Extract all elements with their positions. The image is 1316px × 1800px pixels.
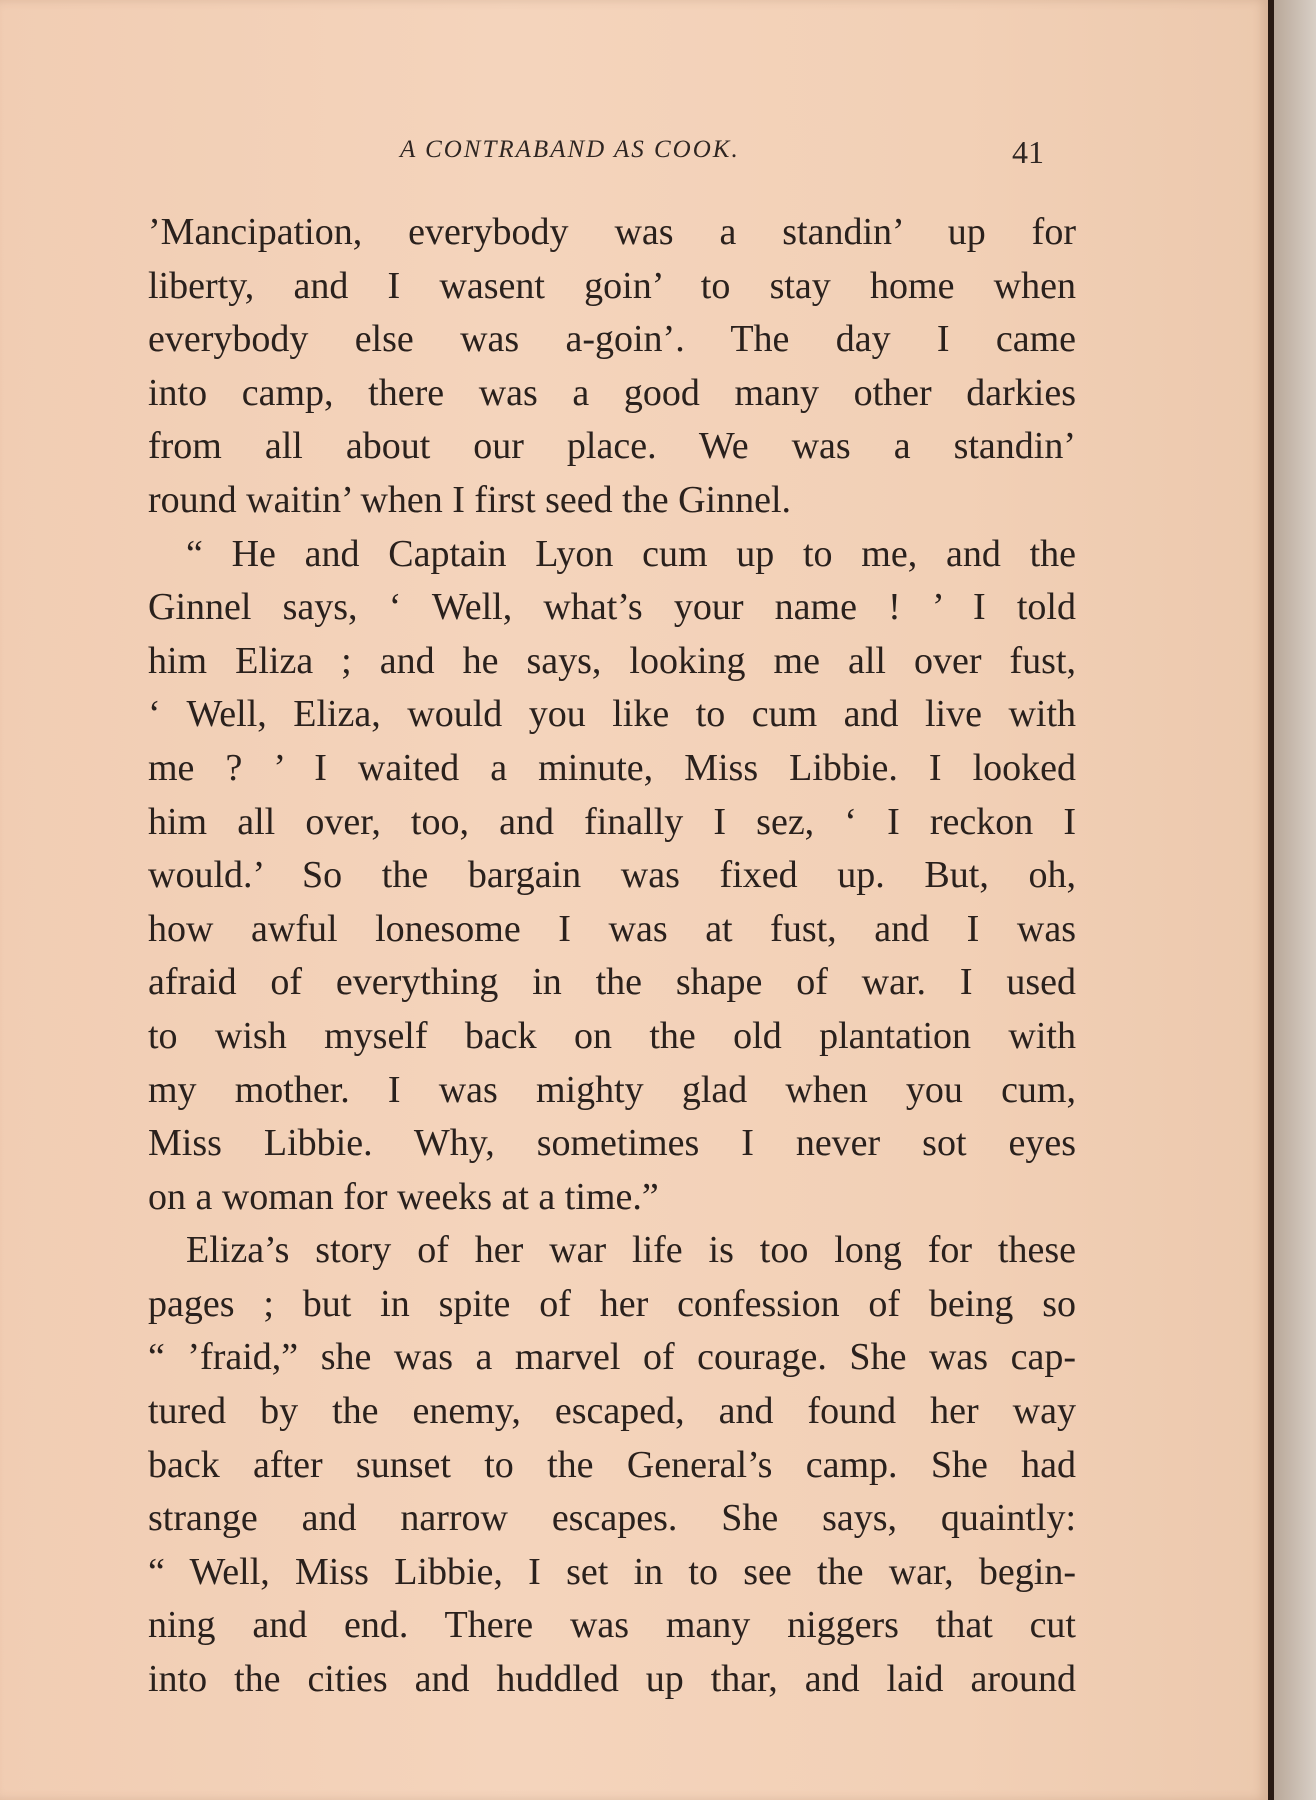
text-line: afraid of everything in the shape of war. I used — [148, 961, 1076, 1004]
page-number: 41 — [1012, 134, 1044, 170]
text-line: “ Well, Miss Libbie, I set in to see the war, begin- — [148, 1550, 1076, 1593]
text-line: Ginnel says, ‘ Well, what’s your name ! ’ I told — [148, 586, 1076, 629]
background-surface — [1274, 0, 1316, 1800]
text-line: my mother. I was mighty glad when you cum, — [148, 1068, 1076, 1111]
text-line: him Eliza ; and he says, looking me all over fust, — [148, 639, 1076, 682]
text-line: ’Mancipation, everybody was a standin’ up for — [148, 211, 1076, 253]
text-line: me ? ’ I waited a minute, Miss Libbie. I looked — [148, 746, 1076, 789]
text-line: tured by the enemy, escaped, and found her way — [148, 1390, 1076, 1433]
text-line: ning and end. There was many niggers that cut — [148, 1604, 1076, 1647]
text-line: “ ’fraid,” she was a marvel of courage. She was cap- — [148, 1336, 1076, 1379]
text-line: into the cities and huddled up thar, and laid around — [148, 1658, 1076, 1701]
text-line: from all about our place. We was a standin’ — [148, 425, 1076, 468]
text-line: would.’ So the bargain was fixed up. But, oh, — [148, 854, 1076, 897]
running-head: A CONTRABAND AS COOK. — [400, 136, 740, 163]
text-line: pages ; but in spite of her confession of being so — [148, 1282, 1076, 1325]
text-line: him all over, too, and finally I sez, ‘ I reckon I — [148, 800, 1076, 843]
text-line: how awful lonesome I was at fust, and I was — [148, 907, 1076, 950]
body-text — [148, 206, 1076, 1707]
text-line: “ He and Captain Lyon cum up to me, and the — [186, 532, 1076, 575]
text-line: everybody else was a-goin’. The day I came — [148, 318, 1076, 361]
text-line: liberty, and I wasent goin’ to stay home when — [148, 264, 1076, 307]
text-line: on a woman for weeks at a time.” — [148, 1175, 659, 1218]
text-line: Eliza’s story of her war life is too long for these — [186, 1229, 1076, 1272]
text-line: round waitin’ when I first seed the Ginnel. — [148, 478, 792, 521]
text-line: to wish myself back on the old plantation with — [148, 1014, 1076, 1057]
text-line: strange and narrow escapes. She says, quaintly: — [148, 1497, 1076, 1540]
text-line: ‘ Well, Eliza, would you like to cum and live with — [148, 693, 1076, 736]
text-line: into camp, there was a good many other darkies — [148, 371, 1076, 414]
text-line: Miss Libbie. Why, sometimes I never sot eyes — [148, 1122, 1076, 1165]
text-line: back after sunset to the General’s camp. She had — [148, 1443, 1076, 1486]
